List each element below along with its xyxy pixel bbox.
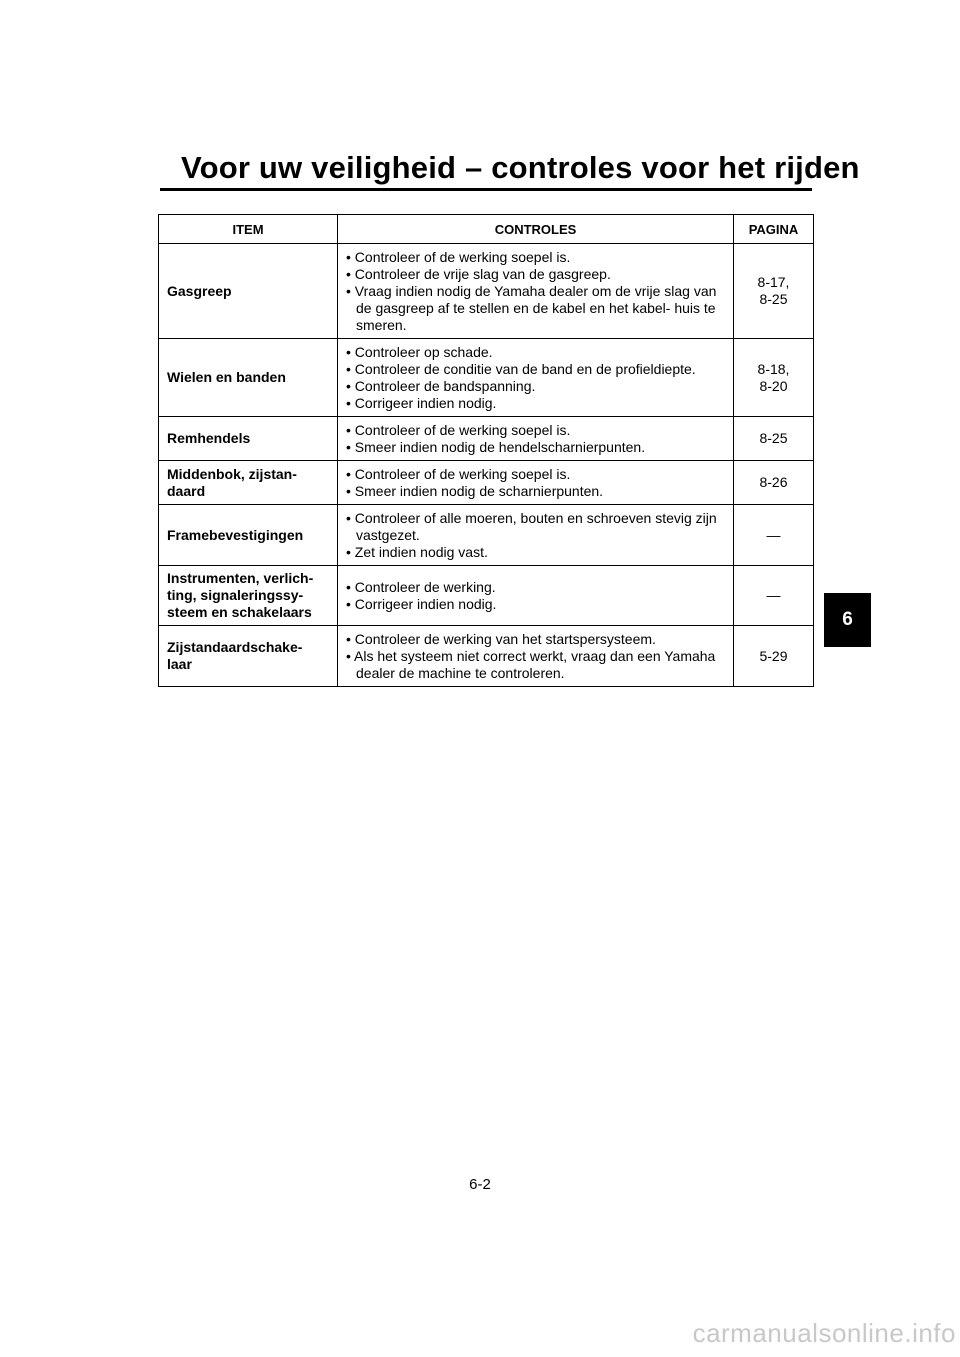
check-line: • Corrigeer indien nodig. (346, 596, 497, 612)
header-checks: CONTROLES (338, 215, 734, 244)
check-line: • Corrigeer indien nodig. (346, 395, 497, 411)
row-page (734, 417, 814, 461)
table-row (159, 339, 814, 417)
row-item: Middenbok, zijstan- daard (159, 461, 338, 505)
check-line: • Controleer de werking van het startspersysteem. (346, 631, 656, 647)
page-ref: 8-20 (759, 377, 788, 394)
check-line: • Controleer op schade. (346, 344, 493, 360)
page-ref: 5-29 (759, 647, 788, 664)
row-checks (338, 461, 734, 505)
check-line: • Zet indien nodig vast. (346, 544, 488, 560)
watermark: carmanualsonline.info (692, 1318, 956, 1348)
page-ref: — (766, 587, 781, 603)
page-ref: 8-26 (759, 474, 788, 490)
row-checks (338, 244, 734, 339)
row-item: Instrumenten, verlich- ting, signaleringssy- steem en schakelaars (159, 566, 338, 626)
table-row (159, 566, 814, 626)
row-item: Gasgreep (159, 244, 338, 339)
page-ref: 8-25 (759, 430, 788, 446)
page-ref: 8-25 (759, 291, 788, 307)
row-item: Zijstandaardschake- laar (159, 626, 338, 687)
chapter-tab: 6 (824, 593, 871, 647)
page-title: Voor uw veiligheid – controles voor het rijden (181, 150, 860, 185)
table-row (159, 417, 814, 461)
check-line: • Controleer of de werking soepel is. (346, 422, 571, 438)
row-checks (338, 417, 734, 461)
checks-table (158, 214, 814, 687)
check-line: • Controleer de conditie van de band en de profieldiepte. (346, 361, 696, 377)
row-item: Framebevestigingen (159, 505, 338, 566)
row-page (734, 505, 814, 566)
table-row (159, 505, 814, 566)
row-checks (338, 339, 734, 417)
row-item: Wielen en banden (159, 339, 338, 417)
header-item: ITEM (159, 215, 338, 244)
row-page (734, 461, 814, 505)
check-line: • Smeer indien nodig de scharnierpunten. (346, 483, 604, 499)
row-page (734, 339, 814, 417)
header-page: PAGINA (734, 215, 814, 244)
page-ref: — (766, 526, 781, 543)
table-row (159, 461, 814, 505)
page-number: 6-2 (469, 1176, 491, 1193)
check-line: • Vraag indien nodig de Yamaha dealer om de vrije slag van de gasgreep af te stellen en de kabel en het kabel- huis te smeren. (346, 283, 717, 333)
row-checks (338, 566, 734, 626)
table-header-row (159, 215, 814, 244)
table-row (159, 244, 814, 339)
check-line: • Controleer de bandspanning. (346, 378, 536, 394)
page-ref: 8-17, (757, 274, 790, 290)
row-item: Remhendels (159, 417, 338, 461)
row-checks (338, 626, 734, 687)
check-line: • Controleer of alle moeren, bouten en schroeven stevig zijn vastgezet. (346, 510, 717, 543)
check-line: • Smeer indien nodig de hendelscharnierpunten. (346, 439, 646, 455)
table-row (159, 626, 814, 687)
check-line: • Controleer of de werking soepel is. (346, 249, 571, 265)
title-rule (160, 188, 812, 191)
check-line: • Controleer de werking. (346, 579, 496, 595)
row-page (734, 244, 814, 339)
row-page (734, 566, 814, 626)
check-line: • Controleer of de werking soepel is. (346, 466, 571, 482)
row-checks (338, 505, 734, 566)
page-ref: 8-18, (757, 360, 790, 377)
check-line: • Als het systeem niet correct werkt, vraag dan een Yamaha dealer de machine te controleren. (346, 648, 716, 681)
check-line: • Controleer de vrije slag van de gasgreep. (346, 266, 611, 282)
row-page (734, 626, 814, 687)
